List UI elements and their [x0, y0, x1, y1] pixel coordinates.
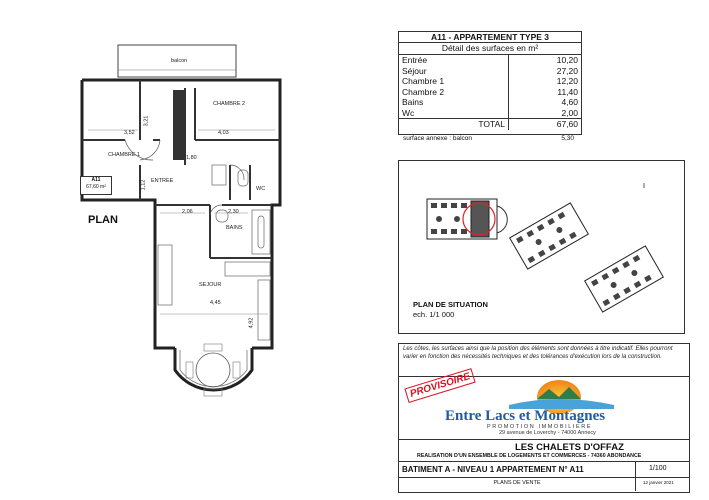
surface-row: [399, 87, 581, 98]
apartment-id: A11: [91, 177, 101, 183]
surface-row: [399, 76, 581, 87]
surface-row-value: 12,20: [509, 76, 582, 87]
room-label-chambre2: CHAMBRE 2: [213, 101, 246, 107]
divider: [635, 476, 636, 491]
company-address: 29 avenue de Loverchy - 74000 Annecy: [499, 430, 596, 436]
company-name: Entre Lacs et Montagnes: [445, 408, 606, 424]
surface-row-label: Chambre 1: [402, 76, 445, 86]
balcony-label: balcon: [171, 58, 188, 64]
situation-plan: [398, 160, 685, 334]
project-block: [399, 439, 689, 462]
surface-row-value: 4,60: [509, 97, 582, 108]
dimension-label: 2,30: [228, 209, 239, 215]
apartment-area: 67,60 m²: [86, 184, 106, 190]
surfaces-subtitle: Détail des surfaces en m²: [399, 43, 581, 55]
surface-row-label: Entrée: [402, 55, 428, 65]
dimension-label: 1,12: [140, 179, 147, 191]
situation-scale: ech. 1/1 000: [413, 310, 455, 319]
room-label-sejour: SEJOUR: [199, 282, 222, 288]
annex-surface: [403, 135, 577, 142]
building-apartment: BATIMENT A - NIVEAU 1 APPARTEMENT N° A11: [402, 465, 584, 474]
surface-row-value: 11,40: [509, 87, 582, 98]
document-date: 12 janvier 2021: [643, 480, 674, 485]
room-label-bains: BAINS: [226, 225, 243, 231]
disclaimer: Les côtes, les surfaces ainsi que la position des éléments sont données à titre indicatif. Elles pourront varier en fonction des nécessités techniques et des tolérances d'exécution lors de la construction.: [403, 346, 673, 360]
room-label-chambre1: CHAMBRE 1: [108, 152, 141, 158]
surface-row-label: Chambre 2: [402, 86, 445, 97]
situation-title: PLAN DE SITUATION: [413, 300, 488, 309]
drawing-scale: 1/100: [649, 465, 667, 472]
surfaces-rows: [399, 55, 581, 130]
dimension-label: 4,03: [218, 130, 229, 136]
dimension-label: 3,21: [143, 115, 150, 127]
total-label: TOTAL: [399, 119, 509, 130]
company-subtitle: PROMOTION IMMOBILIERE: [487, 424, 593, 430]
apartment-tag: [80, 176, 112, 195]
surface-row: [399, 66, 581, 77]
dimension-label: 4,92: [248, 317, 255, 329]
surface-row: [399, 55, 581, 66]
surface-row-value: 2,00: [509, 108, 582, 119]
divider: [635, 462, 636, 477]
dimension-label: 2,06: [182, 209, 193, 215]
surfaces-title: A11 - APPARTEMENT TYPE 3: [399, 32, 581, 43]
total-value: 67,60: [509, 119, 582, 130]
surface-row: [399, 97, 581, 108]
dimension-label: 1,80: [186, 155, 197, 161]
room-label-wc: WC: [256, 186, 266, 192]
surface-row-value: 10,20: [509, 55, 582, 66]
document-type: PLANS DE VENTE: [493, 480, 541, 486]
title-block: [398, 343, 690, 493]
project-name: LES CHALETS D'OFFAZ: [515, 442, 624, 453]
plan-title: PLAN: [88, 214, 118, 226]
surface-row-label: Wc: [402, 107, 415, 118]
project-description: REALISATION D'UN ENSEMBLE DE LOGEMENTS ET COMMERCES - 74360 ABONDANCE: [417, 453, 642, 459]
surface-row-label: Bains: [402, 97, 424, 107]
surface-row-label: Séjour: [402, 65, 427, 76]
surfaces-table: [398, 31, 582, 135]
annex-value: 5,30: [561, 135, 574, 142]
annex-label: surface annexe : balcon: [403, 135, 473, 142]
dimension-label: 3,52: [124, 130, 135, 136]
room-label-entree: ENTREE: [151, 178, 174, 184]
surface-row-value: 27,20: [509, 66, 582, 77]
dimension-label: 4,45: [210, 300, 221, 306]
surface-row: [399, 108, 581, 119]
total-row: [399, 119, 581, 130]
provisional-stamp: PROVISOIRE: [404, 368, 476, 403]
